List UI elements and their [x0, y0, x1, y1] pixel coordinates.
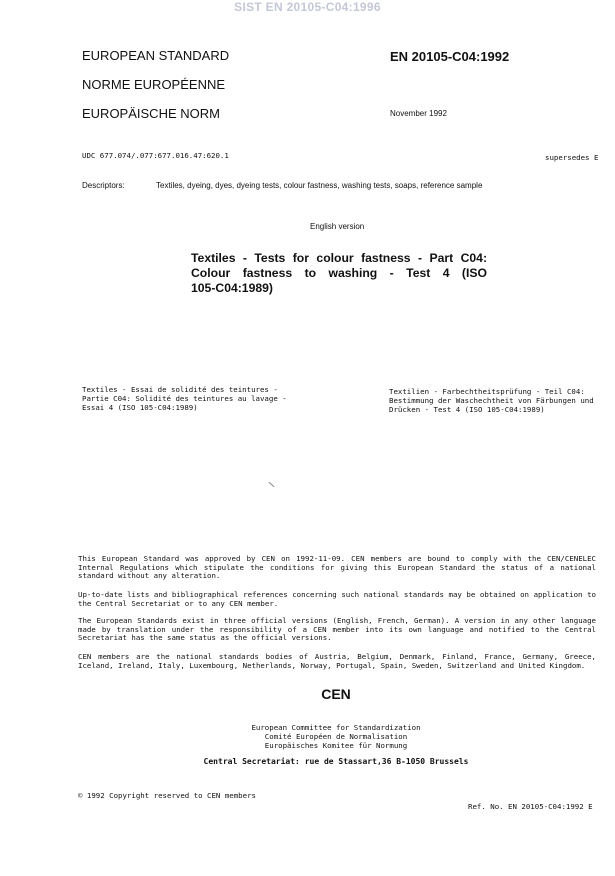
- title-french-line: Essai 4 (ISO 105-C04:1989): [82, 403, 198, 412]
- document-title: [191, 251, 487, 296]
- standard-number: EN 20105-C04:1992: [390, 49, 510, 64]
- title-german-line: Textilien - Farbechtheitsprüfung - Teil C04:: [389, 387, 585, 396]
- approval-paragraph: This European Standard was approved by CEN on 1992-11-09. CEN members are bound to comply with the CEN/CENELEC Internal Regulations which stipulate the conditions for giving this European Standard the status of a national standard without any alteration.: [78, 554, 596, 581]
- supersedes-note: supersedes E: [545, 153, 599, 162]
- publication-date: November 1992: [390, 109, 447, 118]
- copyright-notice: © 1992 Copyright reserved to CEN members: [78, 791, 256, 800]
- standard-heading-fr: NORME EUROPÉENNE: [82, 77, 226, 92]
- title-line: 105-C04:1989): [191, 281, 273, 295]
- title-line: Colour fastness to washing - Test 4 (ISO: [191, 266, 487, 280]
- standard-heading-en: EUROPEAN STANDARD: [82, 48, 230, 63]
- title-french-line: Textiles - Essai de solidité des teintures -: [82, 385, 278, 394]
- title-german: [389, 387, 601, 414]
- cen-name-line: Europäisches Komitee für Normung: [264, 741, 408, 750]
- title-german-line: Drücken - Test 4 (ISO 105-C04:1989): [389, 405, 545, 414]
- reference-number: Ref. No. EN 20105-C04:1992 E: [468, 802, 593, 811]
- descriptors-text: Textiles, dyeing, dyes, dyeing tests, colour fastness, washing tests, soaps, reference sample: [156, 181, 483, 190]
- title-line: Textiles - Tests for colour fastness - Part C04:: [191, 251, 487, 265]
- members-paragraph: CEN members are the national standards bodies of Austria, Belgium, Denmark, Finland, France, Germany, Greece, Iceland, Ireland, Italy, Luxembourg, Netherlands, Norway, Portugal, Spain, Sweden, Switzerland and United Kingdom.: [78, 652, 596, 670]
- cen-acronym: CEN: [321, 686, 351, 702]
- references-paragraph: Up-to-date lists and bibliographical references concerning such national standards may be obtained on application to the Central Secretariat or to any CEN member.: [78, 590, 596, 608]
- udc-code: UDC 677.074/.077:677.016.47:620.1: [82, 151, 229, 160]
- title-french-line: Partie C04: Solidité des teintures au lavage -: [82, 394, 287, 403]
- watermark: SIST EN 20105-C04:1996: [234, 0, 381, 14]
- cen-name-line: Comité Européen de Normalisation: [264, 732, 408, 741]
- cen-names: [0, 723, 615, 750]
- title-french: [82, 385, 294, 412]
- title-german-line: Bestimmung der Waschechtheit von Färbungen und: [389, 396, 594, 405]
- central-secretariat: Central Secretariat: rue de Stassart,36 B-1050 Brussels: [203, 757, 469, 766]
- descriptors-label: Descriptors:: [82, 181, 125, 190]
- versions-paragraph: The European Standards exist in three official versions (English, French, German). A version in any other language made by translation under the responsibility of a CEN member into its own language and notified to the Central Secretariat has the same status as the official versions.: [78, 616, 596, 643]
- standard-heading-de: EUROPÄISCHE NORM: [82, 106, 220, 121]
- language-version: English version: [310, 222, 365, 231]
- scan-mark: [268, 482, 274, 487]
- cen-name-line: European Committee for Standardization: [251, 723, 421, 732]
